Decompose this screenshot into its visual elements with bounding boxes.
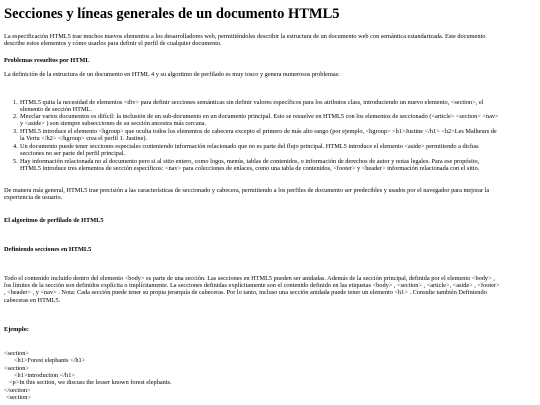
list-item-text: HTML5 introduce tres elementos de sección específicos: <nav> para colecciones de enlaces, como una tabla de contenidos, <footer> y <header> información relacionada con el sitio. [20,165,480,172]
code-line: <section> [4,365,29,372]
list-item-text: Mezclar varios documentos es difícil: la inclusión de un sub-documento en un documento principal. Esto se resuelve en HTML5 con los elementos de seccionado (<article> <section> <nav> [20,113,499,120]
list-item-number: 5. [13,158,18,165]
algorithm-heading: El algoritmo de perfilado de HTML5 [4,217,104,224]
code-line: </section> [4,387,31,394]
page-title: Secciones y líneas generales de un documento HTML5 [4,6,340,22]
sections-body-line-4: cabeceras en HTML5. [4,297,61,304]
example-heading: Ejemplo: [4,326,29,333]
list-item-number: 3. [13,128,18,135]
problems-closing-line-1: De manera más general, HTML5 trae precisión a las características de seccionado y cabecera, permitiendo a los perfiles de documento ser predecibles y usados por el navegador para mejorar la [4,187,490,194]
list-item-text: HTML5 introduce el elemento <hgroup> que oculta todos los elementos de cabecera excepto el primero de más alto rango (por ejemplo, <hgroup> <h1>Justine </h1> <h2>Les Malheurs de [20,128,497,135]
code-line: <section> [4,350,29,357]
list-item-text: Un documento puede tener secciones especiales conteniendo información relacionado que no es parte del flujo principal. HTML5 introduce el elemento <aside> permitiendo a dichas [20,143,479,150]
sections-body-line-3: , <header> , y <nav> . Nota: Cada sección puede tener su propia jerarquía de cabeceras. Por lo tanto, incluso una sección anidada puede tener un elemento <h1> . Consulte también Definiendo [4,289,487,296]
problems-closing-line-2: experiencia de usuario. [4,194,63,201]
list-item-text: HTML5 quita la necesidad de elementos <div> para definir secciones semánticas sin definir valores específicos para los atributos class, introduciendo un nuevo elemento, <section>, el [20,99,484,106]
list-item-text: la Vertu </h2> </hgroup> crea el perfil 1. Justine). [20,135,148,142]
code-line: <h1>Forest elephants </h1> [14,357,86,364]
code-line: <h1>introduction </h1> [14,372,75,379]
intro-line-2: describe estos elementos y cómo usarlos para definir el perfil de cualquier documento. [4,40,222,47]
code-line: <p>In this section, we discuss the lesser known forest elephants. [9,379,172,386]
list-item-number: 4. [13,143,18,150]
list-item-text: Hay información relacionada no al documento pero si al sitio entero, como logos, menús, tablas de contenidos, o información de derechos de autor y notas legales. Para ese propósito, [20,158,480,165]
sections-body-line-1: Todo el contenido incluido dentro del elemento <body> es parte de una sección. Las secciones en HTML5 pueden ser anidadas. Además de la sección principal, definida por el elemento <body> , [4,275,495,282]
problems-heading: Problemas resueltos por HTML [4,57,90,64]
list-item-number: 2. [13,113,18,120]
list-item-number: 1. [13,99,18,106]
list-item-text: y <aside> ) son siempre subsecciones de su sección ancestra más cercana. [20,120,207,127]
list-item-text: elemento de sección HTML. [20,106,93,113]
problems-lead: La definición de la estructura de un documento en HTML 4 y su algoritmo de perfilado es muy tosco y genera numerosos problemas: [4,71,340,78]
intro-line-1: La especificación HTML5 trae muchos nuevos elementos a los desarrolladores web, permitiéndoles describir la estructura de un documento web con semántica estandarizada. Este documento [4,33,486,40]
list-item-text: secciones no ser parte del perfil principal. [20,150,126,157]
code-line: <section> [6,394,31,401]
sections-heading: Definiendo secciones en HTML5 [4,246,92,253]
sections-body-line-2: los límites de la sección son definidos explícita o implícitamente. La secciones definidas explícitamente son el contenido definido en las etiquetas <body> , <section> , <article>, <aside> , <footer> [4,282,500,289]
